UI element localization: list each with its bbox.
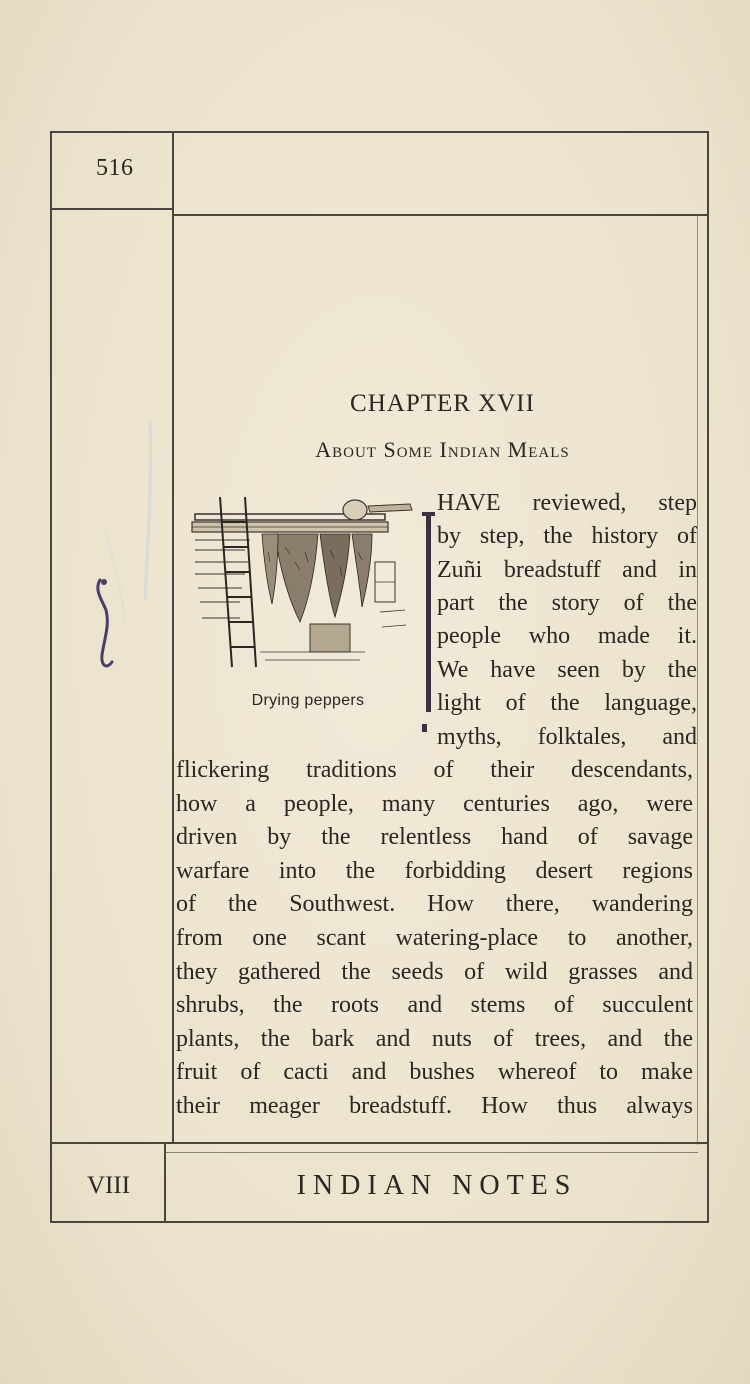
body-line: We have seen by the (437, 657, 697, 683)
body-line: they gathered the seeds of wild grasses and (176, 959, 693, 985)
header-rule (52, 208, 173, 210)
margin-rule-vertical (172, 133, 174, 1143)
body-line: warfare into the forbidding desert regions (176, 858, 693, 884)
dropcap-letter-foot (422, 724, 427, 732)
drying-peppers-illustration (190, 492, 416, 672)
footer-volume-number: VIII (86, 1172, 131, 1199)
dropcap-letter-i (426, 516, 431, 712)
chapter-title: CHAPTER XVII (350, 390, 535, 417)
body-line: Zuñi breadstuff and in (437, 557, 697, 583)
header-rule-right (173, 214, 707, 216)
body-line: how a people, many centuries ago, were (176, 791, 693, 817)
body-line: from one scant watering-place to another, (176, 925, 693, 951)
footer-rule-inner (165, 1152, 698, 1153)
body-line: people who made it. (437, 623, 697, 649)
body-line: of the Southwest. How there, wandering (176, 891, 693, 917)
page-number: 516 (96, 155, 134, 181)
footer-running-title: INDIAN NOTES (296, 1170, 578, 1201)
body-line: fruit of cacti and bushes whereof to make (176, 1059, 693, 1085)
body-line: shrubs, the roots and stems of succulent (176, 992, 693, 1018)
body-line: flickering traditions of their descendants, (176, 757, 693, 783)
body-line: light of the language, (437, 690, 697, 716)
body-line: part the story of the (437, 590, 697, 616)
chapter-subtitle: About Some Indian Meals (315, 437, 570, 462)
body-line: HAVE reviewed, step (437, 490, 697, 516)
text-block-rule-right (697, 215, 698, 1145)
body-line: their meager breadstuff. How thus always (176, 1093, 693, 1119)
body-line: plants, the bark and nuts of trees, and the (176, 1026, 693, 1052)
body-line: by step, the history of (437, 523, 697, 549)
illustration-caption: Drying peppers (251, 692, 365, 709)
body-line: driven by the relentless hand of savage (176, 824, 693, 850)
footer-rule (52, 1142, 707, 1144)
body-line: myths, folktales, and (437, 724, 697, 750)
